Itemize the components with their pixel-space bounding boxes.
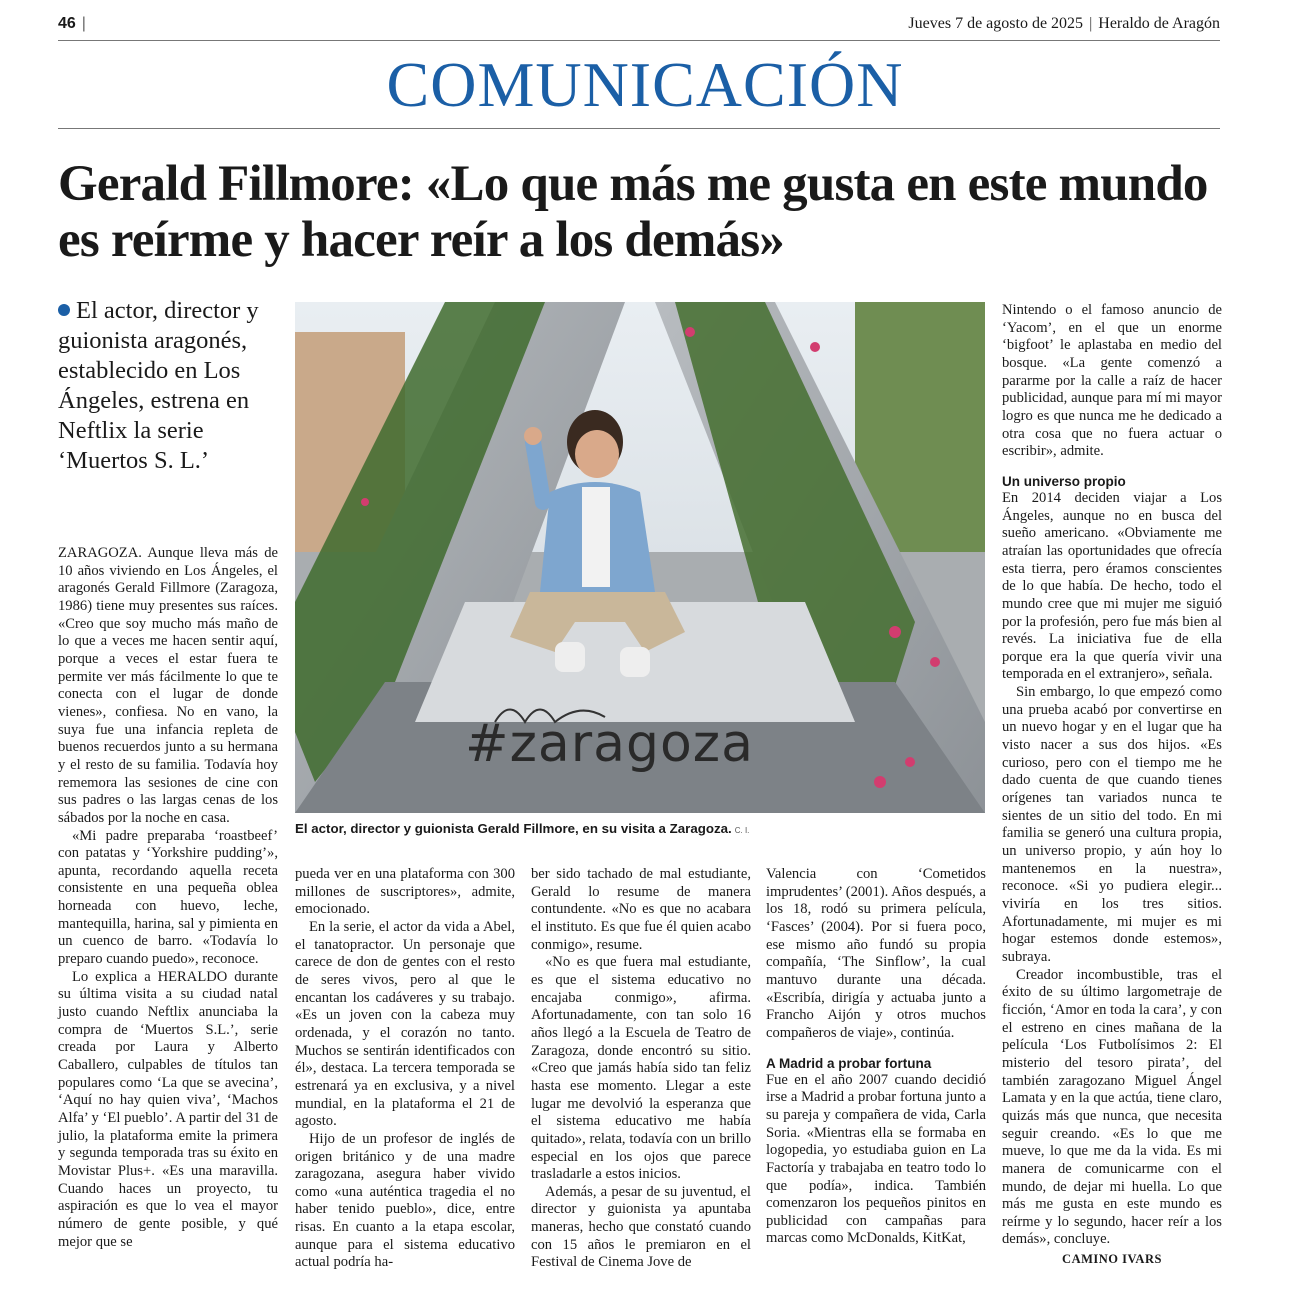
byline: CAMINO IVARS xyxy=(1062,1252,1162,1267)
lead-text: El actor, director y guionista aragonés, establecido en Los Ángeles, estrena en Neftlix la serie ‘Muertos S. L.’ xyxy=(58,297,259,474)
article-column-1 xyxy=(58,545,278,1251)
subheading: Un universo propio xyxy=(1002,473,1126,489)
photo-hashtag: #zaragoza xyxy=(465,714,754,774)
issue-date: Jueves 7 de agosto de 2025 xyxy=(908,15,1084,32)
section-title: COMUNICACIÓN xyxy=(386,49,904,120)
bullet-icon xyxy=(58,304,70,316)
top-rule xyxy=(58,40,1220,41)
paragraph: Nintendo o el famoso anuncio de ‘Yacom’, en el que un enorme ‘bigfoot’ le aplastaba en medio del bosque. «La gente comenzó a pararme por la calle a raíz de hacer publicidad, aunque para mí mi mayor logro es que nunca me he dedicado a otra cosa que no fuera actuar o escribir», admite. xyxy=(1002,302,1222,460)
paragraph: En 2014 deciden viajar a Los Ángeles, aunque no en busca del sueño americano. «Obviamente me atraían las oportunidades que ofrecía esta tierra, pero éramos conscientes de lo que había. De hecho, todo el mundo cree que mi mujer me siguió por la profesión, pero fue más bien al revés. La iniciativa fue de ella porque era la que quería vivir una temporada en el extranjero», señala. xyxy=(1002,489,1222,683)
paragraph: pueda ver en una plataforma con 300 millones de suscriptores», admite, emocionado. xyxy=(295,866,515,918)
paragraph: Lo explica a HERALDO durante su última visita a su ciudad natal justo cuando Neftlix anunciaba la compra de ‘Muertos S.L.’, serie creada por Laura y Alberto Caballero, culpables de títulos tan populares como ‘La que se avecina’, ‘Aquí no hay quien viva’, ‘Machos Alfa’ y ‘El pueblo’. A partir del 31 de julio, la plataforma emite la primera y segunda temporada tras su éxito en Movistar Plus+. «Es una maravilla. Cuando haces un proyecto, tu aspiración es que lo vea el mayor número de gente posible, y qué mejor que se xyxy=(58,968,278,1250)
paragraph: ZARAGOZA. Aunque lleva más de 10 años viviendo en Los Ángeles, el aragonés Gerald Fillmore (Zaragoza, 1986) tiene muy presentes sus raíces. «Creo que soy mucho más maño de lo que a veces me hacen sentir aquí, porque a veces el estar fuera te permite ver más fácilmente lo que te conecta con el lugar de donde vienes», confiesa. No en vano, la suya fue una infancia repleta de buenos recuerdos junto a su hermana y el resto de su familia. Todavía hoy rememora las sesiones de cine con sus padres o las largas cenas de los sábados por la noche en casa. xyxy=(58,545,278,826)
photo-caption xyxy=(295,821,995,836)
paragraph: Hijo de un profesor de inglés de origen británico y de una madre zaragozana, asegura haber vivido como «una auténtica tragedia el no haber tenido pueblo», dice, entre risas. En cuanto a la etapa escolar, aunque para el sistema educativo actual podría ha- xyxy=(295,1130,515,1271)
caption-text: El actor, director y guionista Gerald Fillmore, en su visita a Zaragoza. xyxy=(295,821,732,836)
article-column-5 xyxy=(1002,302,1222,1269)
article-column-2 xyxy=(295,866,515,1272)
article-column-4 xyxy=(766,866,986,1248)
dateline xyxy=(908,15,1220,33)
paragraph: «Mi padre preparaba ‘roastbeef’ con patatas y ‘Yorkshire pudding’», apunta, recordando aquella receta consistente en una pequeña oblea horneada con huevo, leche, mantequilla, harina, sal y pimienta en un cuenco de barro. «Todavía lo preparo cuando puedo», reconoce. xyxy=(58,827,278,968)
section-rule xyxy=(58,128,1220,129)
photo-credit: C. I. xyxy=(734,826,750,835)
paragraph: Fue en el año 2007 cuando decidió irse a Madrid a probar fortuna junto a su pareja y compañera de vida, Carla Soria. «Mientras ella se formaba en logopedia, yo estudiaba guion en La Factoría y trabajaba en teatro todo lo que podía», indica. También comenzaron los pequeños pinitos en publicidad con campañas para marcas como McDonalds, KitKat, xyxy=(766,1071,986,1247)
headline: Gerald Fillmore: «Lo que más me gusta en este mundo es reírme y hacer reír a los demás» xyxy=(58,156,1208,268)
page-number-text: 46 xyxy=(58,15,76,32)
paragraph: Sin embargo, lo que empezó como una prueba acabó por convertirse en un nuevo hogar y en el lugar que ha visto nacer a sus dos hijos. «Es curioso, pero con el tiempo me he dado cuenta de que cuando tienes orígenes tan variados nunca te sientes de un sitio del todo. En mi familia se generó una cultura propia, un universo propio, y aún hoy lo mantenemos en la nuestra», reconoce. «Si yo pudiera elegir... viviría en los tres sitios. Afortunadamente, mi mujer es mi hogar estemos donde estemos», subraya. xyxy=(1002,684,1222,965)
paragraph: Valencia con ‘Cometidos imprudentes’ (2001). Años después, a los 18, rodó su primera película, ‘Fasces’ (2004). Por si fuera poco, ese mismo año fundó su propia compañía, ‘The Sinflow’, la cual mantuvo durante una década. «Escribía, dirigía y actuaba junto a Francho Aijón y otros muchos compañeros de viaje», continúa. xyxy=(766,866,986,1041)
article-photo xyxy=(295,302,985,813)
lead-summary xyxy=(58,296,280,476)
paragraph: ber sido tachado de mal estudiante, Gerald lo resume de manera contundente. «No es que no acabara el instituto. Es que fue él quien acabo conmigo», resume. xyxy=(531,866,751,953)
paragraph: Creador incombustible, tras el éxito de su último largometraje de ficción, ‘Amor en toda la cara’, y con el estreno en cines mañana de la película ‘Los Futbolísimos 2: El misterio del tesoro pirata’, del también zaragozano Miguel Ángel Lamata y en la que actúa, tiene claro, quizás más que nunca, que necesita seguir creando. «Es lo que me mueve, lo que me da la vida. Es mi manera de comunicarme con el mundo, de dejar mi huella. Lo que más me gusta en este mundo es reírme y lo segundo, hacer reír a los demás», concluye. xyxy=(1002,966,1222,1248)
separator: | xyxy=(1089,15,1093,32)
subheading: A Madrid a probar fortuna xyxy=(766,1055,932,1071)
page-number xyxy=(58,15,86,33)
separator: | xyxy=(81,15,86,32)
paragraph: Además, a pesar de su juventud, el director y guionista ya apuntaba maneras, hecho que constató cuando con 15 años le premiaron en el Festival de Cinema Jove de xyxy=(531,1183,751,1271)
paragraph: «No es que fuera mal estudiante, es que el sistema educativo no encajaba conmigo», afirma. Afortunadamente, con tan solo 16 años llegó a la Escuela de Teatro de Zaragoza, donde encontró su sitio. «Creo que jamás había sido tan feliz hasta ese momento. Llegar a este lugar me devolvió la esperanza que el sistema educativo me había quitado», relata, todavía con un brillo especial en los ojos que parece trasladarle a estos inicios. xyxy=(531,954,751,1183)
paragraph: En la serie, el actor da vida a Abel, el tanatopractor. Un personaje que carece de don de gentes con el resto de seres vivos, pero al que le encantan los cadáveres y su trabajo. «Es un joven con la cabeza muy ordenada, y el corazón no tanto. Muchos se sentirán identificados con él», destaca. La tercera temporada se estrenará ya en exclusiva, y a nivel mundial, en la plataforma el 21 de agosto. xyxy=(295,918,515,1130)
article-column-3 xyxy=(531,866,751,1272)
newspaper-name: Heraldo de Aragón xyxy=(1098,15,1220,32)
